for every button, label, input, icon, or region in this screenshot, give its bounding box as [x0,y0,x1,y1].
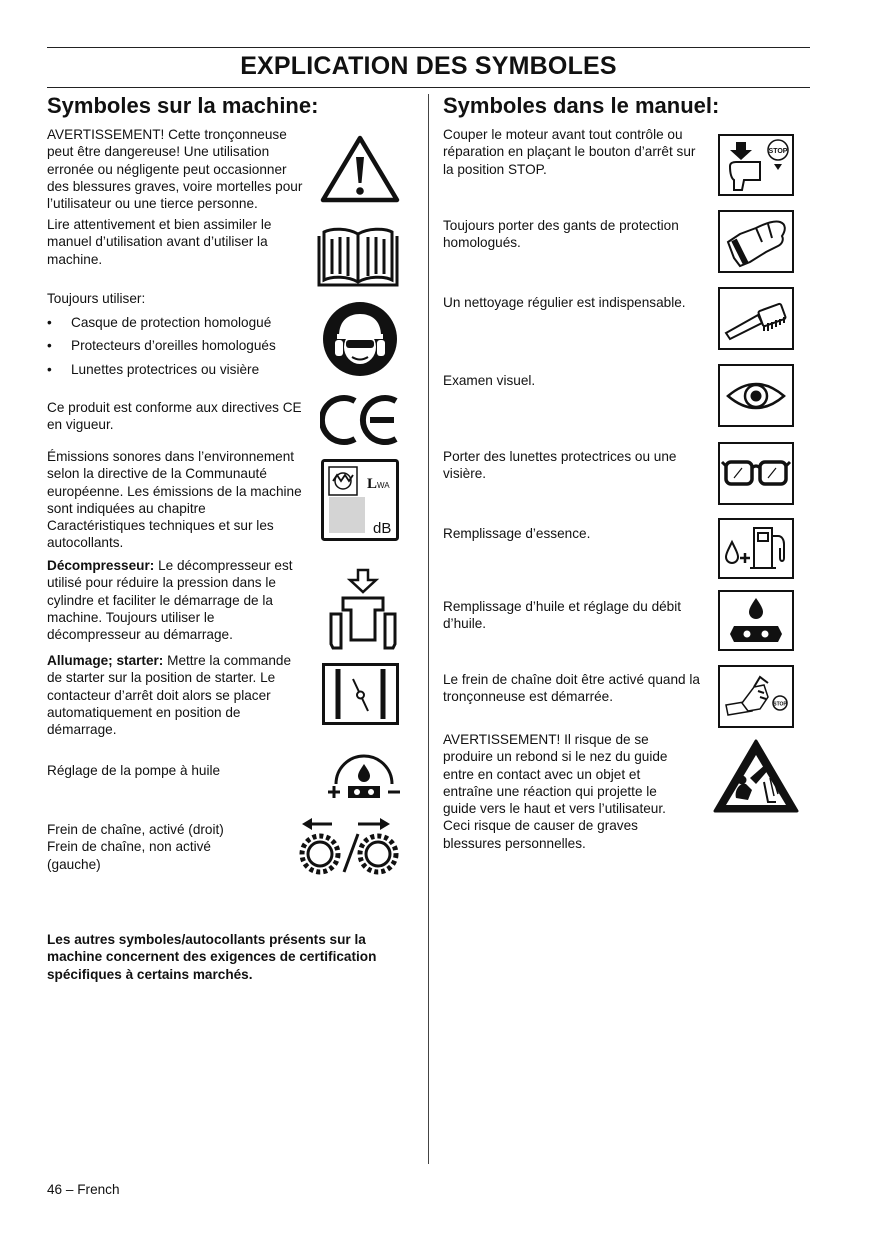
warning-triangle-icon [320,135,400,203]
page-title: EXPLICATION DES SYMBOLES [240,52,617,80]
read-manual-icon [316,224,400,288]
gloves-icon [718,210,794,273]
manual-item-cleaning: Un nettoyage régulier est indispensable. [443,295,686,310]
manual-item-gloves: Toujours porter des gants de protection homologués. [443,218,679,251]
starter-text: Allumage; starter: Mettre la commande de starter sur la position de starter. Le contacteur d’arrêt doit alors se placer automatiquement en position de démarrage. [47,653,292,738]
decompressor-text: Décompresseur: Le décompresseur est utilisé pour réduire la pression dans le cylindre et faciliter le démarrage de la machine. Toujours utiliser le décompresseur au démarrage. [47,558,293,643]
eye-icon [718,364,794,427]
manual-item-eye-protection: Porter des lunettes protectrices ou une visière. [443,449,677,482]
cleaning-brush-icon [718,287,794,350]
chain-brake-start-icon [718,665,794,728]
safety-glasses-icon [718,442,794,505]
emission-text: Émissions sonores dans l’environnement selon la directive de la Communauté européenne. Les émissions de la machine sont indiquées au chapitre Caractéristiques techniques et sur les autocollants. [47,449,302,551]
warning-text: AVERTISSEMENT! Cette tronçonneuse peut être dangereuse! Une utilisation erronée ou négligente peut occasionner des blessures graves, voire mortelles pour l’utilisateur ou une tierce personne. [47,127,303,212]
choke-starter-icon [322,663,399,725]
header-bottom-rule [47,87,810,88]
column-divider [428,94,429,1164]
always-use-text: Toujours utiliser: [47,291,146,306]
chain-brake-text: Frein de chaîne, activé (droit) Frein de chaîne, non activé (gauche) [47,822,224,872]
lwa-sub: WA [377,481,390,490]
chain-brake-status-icon [296,810,402,876]
certification-footnote: Les autres symboles/autocollants présents sur la machine concernent des exigences de certification spécifiques à certains marchés. [47,932,377,982]
manual-item-chain-brake: Le frein de chaîne doit être activé quand la tronçonneuse est démarrée. [443,672,700,705]
protective-equipment-icon [321,300,399,378]
db-label: dB [373,520,392,537]
kickback-warning-icon [712,738,800,814]
fuel-filling-icon [718,518,794,579]
header-top-rule [47,47,810,48]
stop-label: STOP [768,148,788,155]
oil-pump-text: Réglage de la pompe à huile [47,763,221,778]
oil-pump-adjust-icon [326,750,402,802]
manual-item-stop-engine: Couper le moteur avant tout contrôle ou réparation en plaçant le bouton d’arrêt sur la position STOP. [443,127,696,177]
stop-label-small: STOP [773,701,787,708]
manual-text: Lire attentivement et bien assimiler le manuel d’utilisation avant d’utiliser la machine. [47,217,272,267]
lwa-label: L [367,476,378,492]
right-section-title: Symboles dans le manuel: [443,93,720,118]
ce-mark-icon [320,393,402,447]
manual-item-fuel: Remplissage d’essence. [443,526,591,541]
stop-engine-icon [718,134,794,196]
left-section-title: Symboles sur la machine: [47,93,319,118]
noise-emission-icon [321,459,399,541]
ce-text: Ce produit est conforme aux directives CE en vigueur. [47,400,302,433]
manual-item-oil: Remplissage d’huile et réglage du débit d’huile. [443,599,682,632]
page-number: 46 – French [47,1182,120,1197]
oil-filling-icon [718,590,794,651]
manual-item-visual-check: Examen visuel. [443,373,536,388]
decompressor-icon [327,568,399,652]
manual-item-kickback-warning: AVERTISSEMENT! Il risque de se produire un rebond si le nez du guide entre en contact avec un objet et entraîne une réaction qui projette le guide vers le haut et vers l’utilisateur. Ceci risque de causer de graves blessures personnelles. [443,732,668,851]
